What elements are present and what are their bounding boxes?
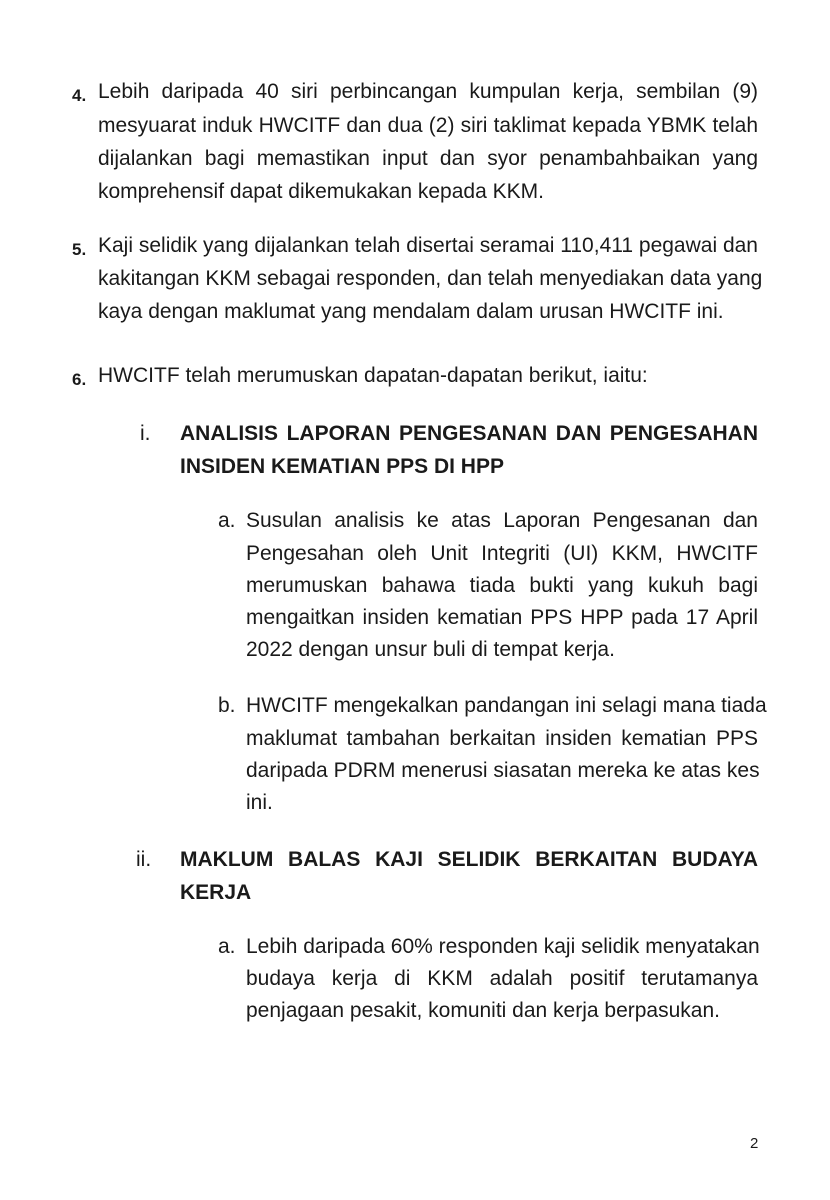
- paragraph-line: mesyuarat induk HWCITF dan dua (2) siri taklimat kepada YBMK telah: [98, 114, 758, 137]
- section-heading-line: INSIDEN KEMATIAN PPS DI HPP: [180, 455, 504, 478]
- section-numeral: ii.: [136, 848, 152, 871]
- item-line: HWCITF mengekalkan pandangan ini selagi mana tiada: [246, 694, 767, 717]
- paragraph-line: HWCITF telah merumuskan dapatan-dapatan berikut, iaitu:: [98, 364, 648, 387]
- section-heading-line: MAKLUM BALAS KAJI SELIDIK BERKAITAN BUDAYA: [180, 848, 758, 871]
- paragraph-line: Lebih daripada 40 siri perbincangan kumpulan kerja, sembilan (9): [98, 80, 758, 103]
- item-line: Lebih daripada 60% responden kaji selidik menyatakan: [246, 935, 760, 958]
- item-letter: a.: [218, 509, 236, 532]
- item-line: ini.: [246, 791, 273, 814]
- item-line: merumuskan bahawa tiada bukti yang kukuh bagi: [246, 574, 758, 597]
- item-line: daripada PDRM menerusi siasatan mereka ke atas kes: [246, 759, 760, 782]
- section-numeral: i.: [140, 422, 151, 445]
- item-line: mengaitkan insiden kematian PPS HPP pada 17 April: [246, 606, 758, 629]
- paragraph-number: 4.: [72, 86, 87, 105]
- item-line: maklumat tambahan berkaitan insiden kematian PPS: [246, 727, 758, 750]
- paragraph-line: Kaji selidik yang dijalankan telah disertai seramai 110,411 pegawai dan: [98, 234, 758, 257]
- paragraph-line: kakitangan KKM sebagai responden, dan telah menyediakan data yang: [98, 267, 763, 290]
- paragraph-line: kaya dengan maklumat yang mendalam dalam urusan HWCITF ini.: [98, 300, 724, 323]
- item-line: 2022 dengan unsur buli di tempat kerja.: [246, 638, 615, 661]
- section-heading-line: KERJA: [180, 881, 252, 904]
- paragraph-number: 5.: [72, 240, 87, 259]
- section-heading-line: ANALISIS LAPORAN PENGESANAN DAN PENGESAHAN: [180, 422, 758, 445]
- paragraph-line: dijalankan bagi memastikan input dan syor penambahbaikan yang: [98, 147, 758, 170]
- paragraph-line: komprehensif dapat dikemukakan kepada KKM.: [98, 180, 544, 203]
- item-letter: b.: [218, 694, 236, 717]
- item-letter: a.: [218, 935, 236, 958]
- item-line: Pengesahan oleh Unit Integriti (UI) KKM, HWCITF: [246, 542, 758, 565]
- paragraph-number: 6.: [72, 370, 87, 389]
- item-line: penjagaan pesakit, komuniti dan kerja berpasukan.: [246, 999, 720, 1022]
- page-number: 2: [750, 1135, 759, 1152]
- item-line: Susulan analisis ke atas Laporan Pengesanan dan: [246, 509, 758, 532]
- item-line: budaya kerja di KKM adalah positif terutamanya: [246, 967, 758, 990]
